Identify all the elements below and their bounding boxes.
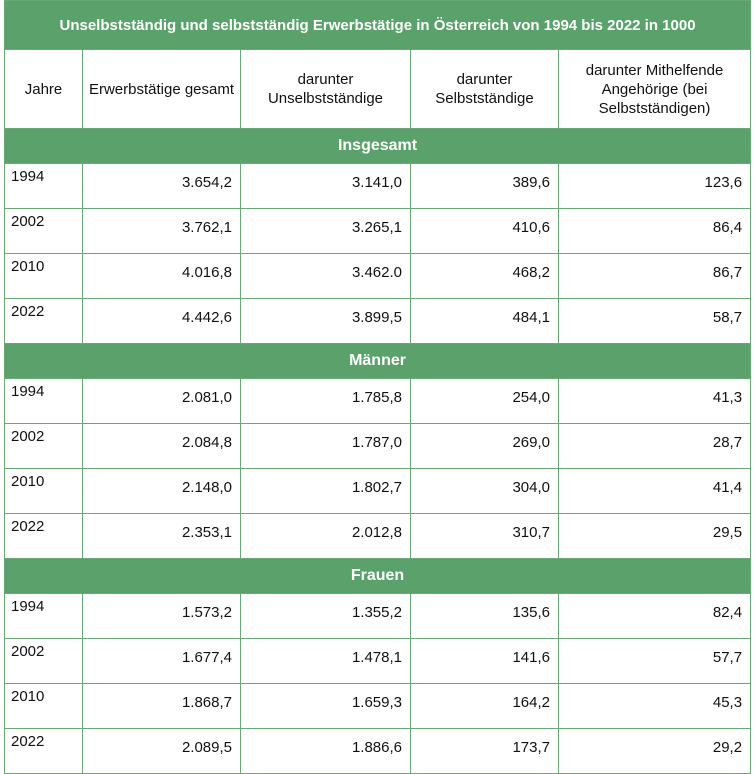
cell-self-employed: 468,2 — [411, 254, 559, 299]
cell-self-employed: 135,6 — [411, 594, 559, 639]
column-header-years: Jahre — [5, 50, 83, 129]
cell-employees: 3.899,5 — [241, 299, 411, 344]
cell-family-workers: 82,4 — [559, 594, 751, 639]
section-label: Männer — [5, 344, 751, 379]
table-title-row — [5, 1, 751, 50]
cell-family-workers: 29,5 — [559, 514, 751, 559]
column-header-family-workers: darunter Mithelfende Angehörige (bei Selbstständigen) — [559, 50, 751, 129]
cell-employees: 1.478,1 — [241, 639, 411, 684]
cell-family-workers: 57,7 — [559, 639, 751, 684]
cell-employees: 3.462.0 — [241, 254, 411, 299]
cell-year: 2002 — [5, 639, 83, 684]
cell-year: 2022 — [5, 514, 83, 559]
cell-total: 2.081,0 — [83, 379, 241, 424]
cell-total: 4.442,6 — [83, 299, 241, 344]
column-header-row — [5, 50, 751, 129]
table-row — [5, 469, 751, 514]
cell-year: 2002 — [5, 209, 83, 254]
cell-family-workers: 29,2 — [559, 729, 751, 774]
cell-employees: 1.886,6 — [241, 729, 411, 774]
cell-total: 3.762,1 — [83, 209, 241, 254]
cell-self-employed: 484,1 — [411, 299, 559, 344]
column-header-total: Erwerbstätige gesamt — [83, 50, 241, 129]
cell-total: 2.353,1 — [83, 514, 241, 559]
table-row — [5, 254, 751, 299]
cell-total: 2.089,5 — [83, 729, 241, 774]
section-label: Insgesamt — [5, 129, 751, 164]
column-header-employees: darunter Unselbstständige — [241, 50, 411, 129]
cell-year: 2002 — [5, 424, 83, 469]
table-row — [5, 379, 751, 424]
cell-employees: 3.265,1 — [241, 209, 411, 254]
cell-employees: 1.785,8 — [241, 379, 411, 424]
cell-family-workers: 86,7 — [559, 254, 751, 299]
employment-table-container — [4, 0, 750, 774]
column-header-self-employed: darunter Selbstständige — [411, 50, 559, 129]
cell-year: 1994 — [5, 594, 83, 639]
cell-family-workers: 28,7 — [559, 424, 751, 469]
table-row — [5, 639, 751, 684]
cell-total: 1.677,4 — [83, 639, 241, 684]
cell-self-employed: 173,7 — [411, 729, 559, 774]
cell-year: 2022 — [5, 729, 83, 774]
cell-self-employed: 310,7 — [411, 514, 559, 559]
cell-employees: 3.141,0 — [241, 164, 411, 209]
cell-self-employed: 269,0 — [411, 424, 559, 469]
table-row — [5, 684, 751, 729]
cell-family-workers: 41,3 — [559, 379, 751, 424]
cell-family-workers: 123,6 — [559, 164, 751, 209]
cell-employees: 2.012,8 — [241, 514, 411, 559]
table-row — [5, 514, 751, 559]
cell-self-employed: 254,0 — [411, 379, 559, 424]
cell-total: 2.148,0 — [83, 469, 241, 514]
table-row — [5, 164, 751, 209]
cell-employees: 1.787,0 — [241, 424, 411, 469]
section-header-row — [5, 344, 751, 379]
table-row — [5, 729, 751, 774]
cell-self-employed: 389,6 — [411, 164, 559, 209]
cell-total: 3.654,2 — [83, 164, 241, 209]
cell-year: 2010 — [5, 469, 83, 514]
cell-employees: 1.802,7 — [241, 469, 411, 514]
table-row — [5, 299, 751, 344]
table-title: Unselbstständig und selbstständig Erwerbstätige in Österreich von 1994 bis 2022 in 1000 — [5, 1, 751, 50]
cell-year: 2010 — [5, 254, 83, 299]
cell-total: 4.016,8 — [83, 254, 241, 299]
cell-total: 2.084,8 — [83, 424, 241, 469]
cell-total: 1.573,2 — [83, 594, 241, 639]
cell-total: 1.868,7 — [83, 684, 241, 729]
table-row — [5, 594, 751, 639]
cell-family-workers: 41,4 — [559, 469, 751, 514]
cell-year: 2022 — [5, 299, 83, 344]
cell-family-workers: 58,7 — [559, 299, 751, 344]
cell-self-employed: 304,0 — [411, 469, 559, 514]
cell-self-employed: 164,2 — [411, 684, 559, 729]
cell-employees: 1.659,3 — [241, 684, 411, 729]
cell-self-employed: 410,6 — [411, 209, 559, 254]
cell-family-workers: 45,3 — [559, 684, 751, 729]
table-row — [5, 424, 751, 469]
section-header-row — [5, 559, 751, 594]
table-row — [5, 209, 751, 254]
cell-employees: 1.355,2 — [241, 594, 411, 639]
section-label: Frauen — [5, 559, 751, 594]
cell-year: 2010 — [5, 684, 83, 729]
cell-family-workers: 86,4 — [559, 209, 751, 254]
cell-year: 1994 — [5, 379, 83, 424]
cell-year: 1994 — [5, 164, 83, 209]
section-header-row — [5, 129, 751, 164]
cell-self-employed: 141,6 — [411, 639, 559, 684]
employment-table — [4, 0, 751, 774]
